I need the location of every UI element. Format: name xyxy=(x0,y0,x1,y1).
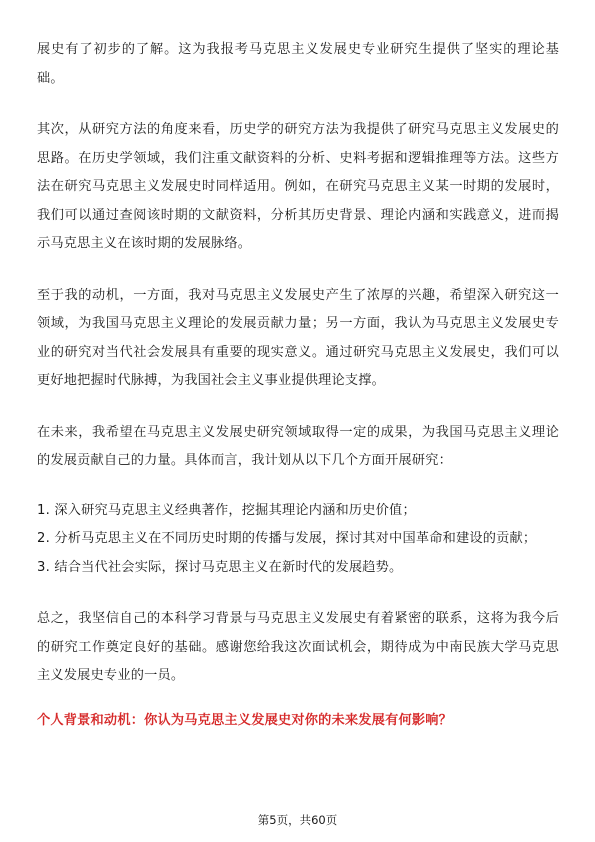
paragraph-motivation: 至于我的动机，一方面，我对马克思主义发展史产生了浓厚的兴趣，希望深入研究这一领域，为我国马克思主义理论的发展贡献力量；另一方面，我认为马克思主义发展史专业的研究对当代社会发展具有重要的现实意义。通过研究马克思主义发展史，我们可以更好地把握时代脉搏，为我国社会主义事业提供理论支撑。 xyxy=(37,287,559,388)
paragraph-future-plan: 在未来，我希望在马克思主义发展史研究领域取得一定的成果，为我国马克思主义理论的发展贡献自己的力量。具体而言，我计划从以下几个方面开展研究： xyxy=(37,424,559,468)
list-item: 1. 深入研究马克思主义经典著作，挖掘其理论内涵和历史价值； xyxy=(37,502,416,518)
paragraph-research-methods: 其次，从研究方法的角度来看，历史学的研究方法为我提供了研究马克思主义发展史的思路。在历史学领域，我们注重文献资料的分析、史料考据和逻辑推理等方法。这些方法在研究马克思主义发展史时同样适用。例如，在研究马克思主义某一时期的发展时，我们可以通过查阅该时期的文献资料，分析其历史背景、理论内涵和实践意义，进而揭示马克思主义在该时期的发展脉络。 xyxy=(37,122,559,251)
list-item: 2. 分析马克思主义在不同历史时期的传播与发展，探讨其对中国革命和建设的贡献； xyxy=(37,531,537,546)
paragraph-conclusion: 总之，我坚信自己的本科学习背景与马克思主义发展史有着紧密的联系，这将为我今后的研究工作奠定良好的基础。感谢您给我这次面试机会，期待成为中南民族大学马克思主义发展史专业的一员。 xyxy=(37,611,559,683)
page-content xyxy=(37,36,559,734)
page-number-footer: 第5页，共60页 xyxy=(257,813,338,827)
question-heading: 个人背景和动机：你认为马克思主义发展史对你的未来发展有何影响？ xyxy=(37,712,453,728)
list-item: 3. 结合当代社会实际，探讨马克思主义在新时代的发展趋势。 xyxy=(37,559,403,575)
paragraph-intro-continuation: 展史有了初步的了解。这为我报考马克思主义发展史专业研究生提供了坚实的理论基础。 xyxy=(37,42,559,86)
research-plan-list xyxy=(37,497,559,583)
